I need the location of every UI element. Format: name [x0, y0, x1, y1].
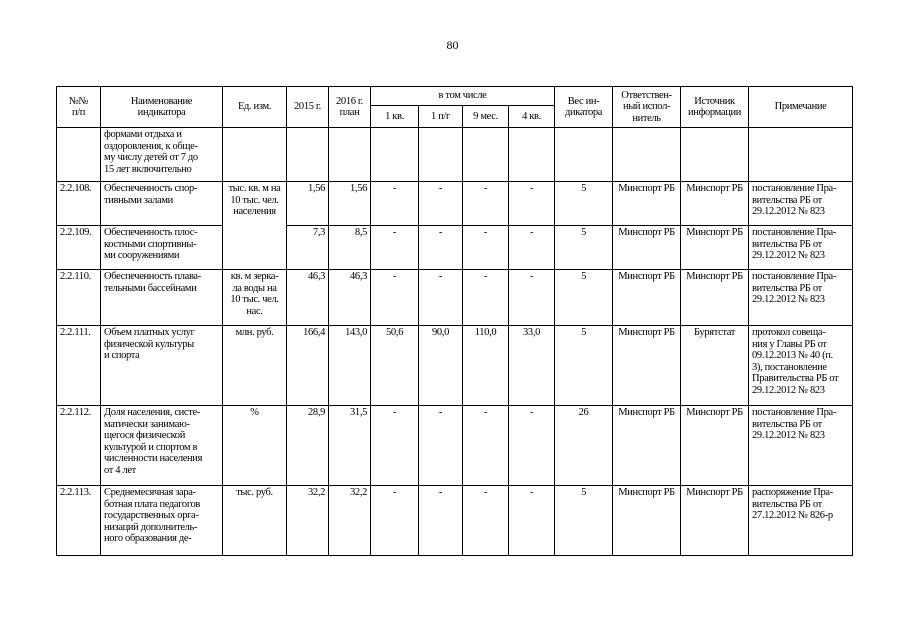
cell-num: 2.2.112.	[57, 406, 101, 486]
col-source-header: Источник информации	[681, 87, 749, 128]
cell-num	[57, 128, 101, 182]
cell-responsible	[613, 128, 681, 182]
cell-responsible: Минспорт РБ	[613, 486, 681, 556]
cell-responsible: Минспорт РБ	[613, 270, 681, 326]
table-row	[57, 226, 853, 270]
cell-source: Минспорт РБ	[681, 182, 749, 226]
cell-note: постановление Пра- вительства РБ от 29.12.2012 № 823	[749, 270, 853, 326]
col-2015-header: 2015 г.	[287, 87, 329, 128]
cell-2016	[329, 128, 371, 182]
cell-q1: -	[371, 486, 419, 556]
cell-q4: -	[509, 226, 555, 270]
cell-weight: 26	[555, 406, 613, 486]
cell-unit: кв. м зерка- ла воды на 10 тыс. чел. нас.	[223, 270, 287, 326]
cell-q1: -	[371, 182, 419, 226]
cell-name: Обеспеченность плос- костными спортивны- ми сооружениями	[101, 226, 223, 270]
header-row	[57, 87, 853, 106]
cell-9m	[463, 128, 509, 182]
cell-2016: 32,2	[329, 486, 371, 556]
cell-note: постановление Пра- вительства РБ от 29.12.2012 № 823	[749, 226, 853, 270]
col-num-header: №№ п/п	[57, 87, 101, 128]
cell-unit: тыс. кв. м на 10 тыс. чел. населения	[223, 182, 287, 270]
cell-q1: -	[371, 270, 419, 326]
cell-q4: -	[509, 406, 555, 486]
cell-unit: тыс. руб.	[223, 486, 287, 556]
cell-note	[749, 128, 853, 182]
page-number: 80	[446, 38, 459, 52]
cell-weight: 5	[555, 326, 613, 406]
cell-weight: 5	[555, 270, 613, 326]
cell-2016: 31,5	[329, 406, 371, 486]
cell-9m: -	[463, 226, 509, 270]
col-q1-header: 1 кв.	[371, 106, 419, 128]
cell-q1	[371, 128, 419, 182]
col-unit-header: Ед. изм.	[223, 87, 287, 128]
col-responsible-header: Ответствен- ный испол- нитель	[613, 87, 681, 128]
cell-source: Минспорт РБ	[681, 270, 749, 326]
col-2016-header: 2016 г. план	[329, 87, 371, 128]
cell-q4: -	[509, 270, 555, 326]
cell-num: 2.2.110.	[57, 270, 101, 326]
cell-2015: 1,56	[287, 182, 329, 226]
table-row	[57, 326, 853, 406]
table-row	[57, 486, 853, 556]
cell-unit: млн. руб.	[223, 326, 287, 406]
cell-note: постановление Пра- вительства РБ от 29.12.2012 № 823	[749, 406, 853, 486]
col-note-header: Примечание	[749, 87, 853, 128]
cell-9m: -	[463, 182, 509, 226]
cell-responsible: Минспорт РБ	[613, 406, 681, 486]
cell-name: Доля населения, систе- матически занимаю- щегося физической культурой и спортом в численности населения от 4 лет	[101, 406, 223, 486]
col-name-header: Наименование индикатора	[101, 87, 223, 128]
cell-q1: -	[371, 406, 419, 486]
col-q4-header: 4 кв.	[509, 106, 555, 128]
cell-2015: 32,2	[287, 486, 329, 556]
cell-h1: 90,0	[419, 326, 463, 406]
cell-responsible: Минспорт РБ	[613, 326, 681, 406]
cell-num: 2.2.113.	[57, 486, 101, 556]
cell-num: 2.2.111.	[57, 326, 101, 406]
col-h1-header: 1 п/г	[419, 106, 463, 128]
cell-h1: -	[419, 226, 463, 270]
col-9m-header: 9 мес.	[463, 106, 509, 128]
cell-2016: 46,3	[329, 270, 371, 326]
cell-q1: 50,6	[371, 326, 419, 406]
cell-q1: -	[371, 226, 419, 270]
cell-source: Минспорт РБ	[681, 226, 749, 270]
cell-h1: -	[419, 406, 463, 486]
cell-q4	[509, 128, 555, 182]
cell-weight: 5	[555, 182, 613, 226]
cell-name: Объем платных услуг физической культуры и спорта	[101, 326, 223, 406]
cell-q4: -	[509, 486, 555, 556]
cell-h1	[419, 128, 463, 182]
indicators-table	[56, 86, 853, 556]
cell-2016: 1,56	[329, 182, 371, 226]
cell-unit	[223, 128, 287, 182]
cell-weight: 5	[555, 226, 613, 270]
cell-source: Минспорт РБ	[681, 406, 749, 486]
cell-name: Обеспеченность плава- тельными бассейнами	[101, 270, 223, 326]
cell-note: протокол совеща- ния у Главы РБ от 09.12.2013 № 40 (п. 3), постановление Правительства РБ от 29.12.2012 № 823	[749, 326, 853, 406]
cell-name: Среднемесячная зара- ботная плата педагогов государственных орга- низаций дополнитель- ного образования де-	[101, 486, 223, 556]
cell-weight: 5	[555, 486, 613, 556]
cell-2016: 143,0	[329, 326, 371, 406]
cell-2015: 7,3	[287, 226, 329, 270]
cell-9m: -	[463, 406, 509, 486]
cell-source: Бурятстат	[681, 326, 749, 406]
cell-note: распоряжение Пра- вительства РБ от 27.12.2012 № 826-р	[749, 486, 853, 556]
cell-h1: -	[419, 270, 463, 326]
cell-9m: -	[463, 486, 509, 556]
table-row	[57, 182, 853, 226]
cell-q4: 33,0	[509, 326, 555, 406]
cell-h1: -	[419, 486, 463, 556]
table-row	[57, 270, 853, 326]
cell-responsible: Минспорт РБ	[613, 182, 681, 226]
col-including-header: в том числе	[371, 87, 555, 106]
cell-note: постановление Пра- вительства РБ от 29.12.2012 № 823	[749, 182, 853, 226]
cell-9m: 110,0	[463, 326, 509, 406]
cell-9m: -	[463, 270, 509, 326]
cell-num: 2.2.109.	[57, 226, 101, 270]
col-weight-header: Вес ин- дикатора	[555, 87, 613, 128]
cell-source: Минспорт РБ	[681, 486, 749, 556]
cell-2015: 46,3	[287, 270, 329, 326]
table-row	[57, 406, 853, 486]
cell-q4: -	[509, 182, 555, 226]
cell-unit: %	[223, 406, 287, 486]
cell-name: Обеспеченность спор- тивными залами	[101, 182, 223, 226]
cell-name: формами отдыха и оздоровления, к обще- му числу детей от 7 до 15 лет включительно	[101, 128, 223, 182]
cell-2015: 166,4	[287, 326, 329, 406]
cell-weight	[555, 128, 613, 182]
table-row	[57, 128, 853, 182]
cell-2015: 28,9	[287, 406, 329, 486]
cell-2015	[287, 128, 329, 182]
cell-source	[681, 128, 749, 182]
cell-num: 2.2.108.	[57, 182, 101, 226]
cell-h1: -	[419, 182, 463, 226]
cell-2016: 8,5	[329, 226, 371, 270]
cell-responsible: Минспорт РБ	[613, 226, 681, 270]
